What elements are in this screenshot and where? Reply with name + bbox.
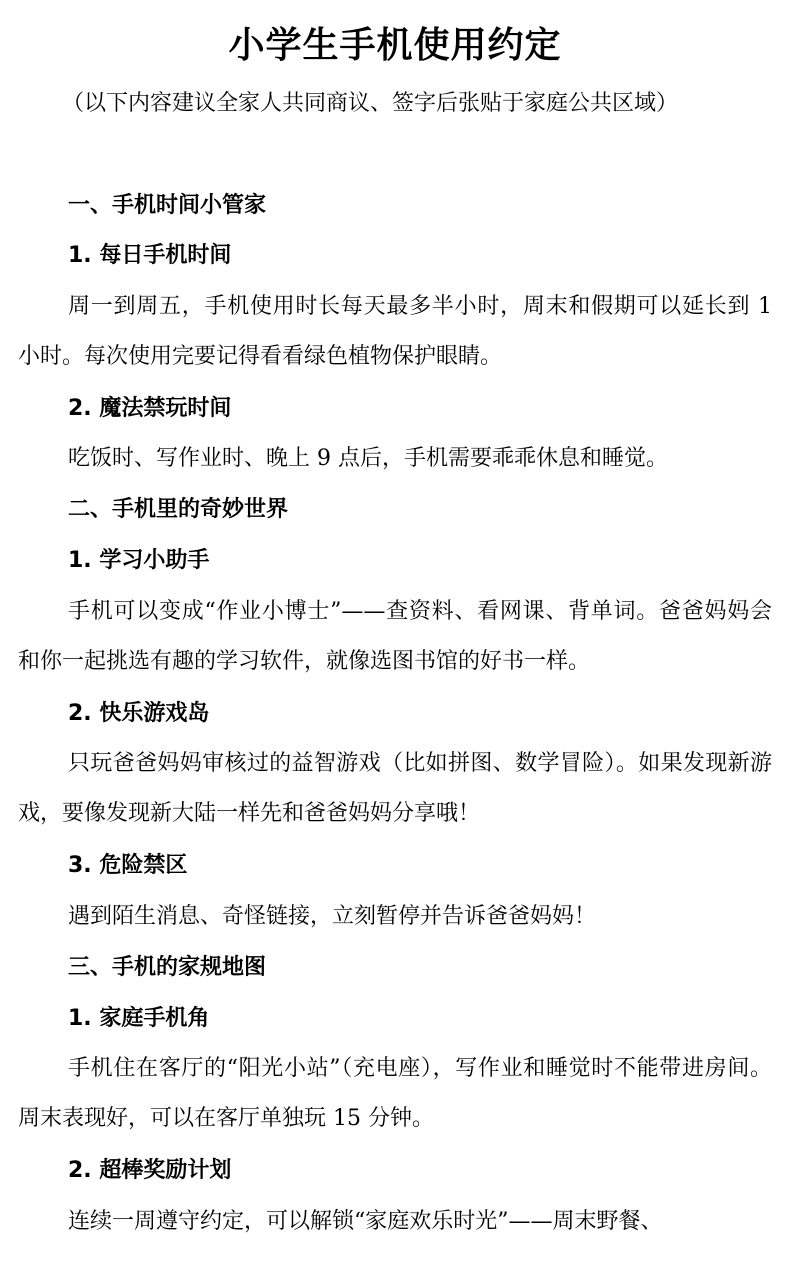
document-subtitle: （以下内容建议全家人共同商议、签字后张贴于家庭公共区域） [62, 91, 679, 116]
paragraph: 吃饭时、写作业时、晚上 9 点后，手机需要乖乖休息和睡觉。 [68, 446, 668, 471]
item-heading: 1. 学习小助手 [68, 548, 210, 573]
paragraph: 周一到周五，手机使用时长每天最多半小时，周末和假期可以延长到 1 小时。每次使用完要记得看看绿色植物保护眼睛。 [18, 294, 772, 369]
item-heading: 2. 超棒奖励计划 [68, 1158, 232, 1183]
item-heading: 2. 快乐游戏岛 [68, 701, 210, 726]
item-heading: 1. 每日手机时间 [68, 243, 232, 268]
item-heading: 3. 危险禁区 [68, 853, 188, 878]
paragraph: 遇到陌生消息、奇怪链接，立刻暂停并告诉爸爸妈妈！ [68, 904, 597, 929]
paragraph: 手机可以变成“作业小博士”——查资料、看网课、背单词。爸爸妈妈会和你一起挑选有趣的学习软件，就像选图书馆的好书一样。 [18, 599, 772, 674]
section-heading: 一、手机时间小管家 [68, 193, 267, 218]
section-heading: 三、手机的家规地图 [68, 955, 267, 980]
paragraph: 只玩爸爸妈妈审核过的益智游戏（比如拼图、数学冒险）。如果发现新游戏，要像发现新大陆一样先和爸爸妈妈分享哦！ [18, 751, 772, 826]
document-title: 小学生手机使用约定 [228, 25, 562, 66]
paragraph: 连续一周遵守约定，可以解锁“家庭欢乐时光”——周末野餐、 [68, 1209, 663, 1234]
item-heading: 1. 家庭手机角 [68, 1006, 210, 1031]
paragraph: 手机住在客厅的“阳光小站”（充电座），写作业和睡觉时不能带进房间。周末表现好，可以在客厅单独玩 15 分钟。 [18, 1056, 772, 1131]
item-heading: 2. 魔法禁玩时间 [68, 396, 232, 421]
section-heading: 二、手机里的奇妙世界 [68, 497, 289, 522]
